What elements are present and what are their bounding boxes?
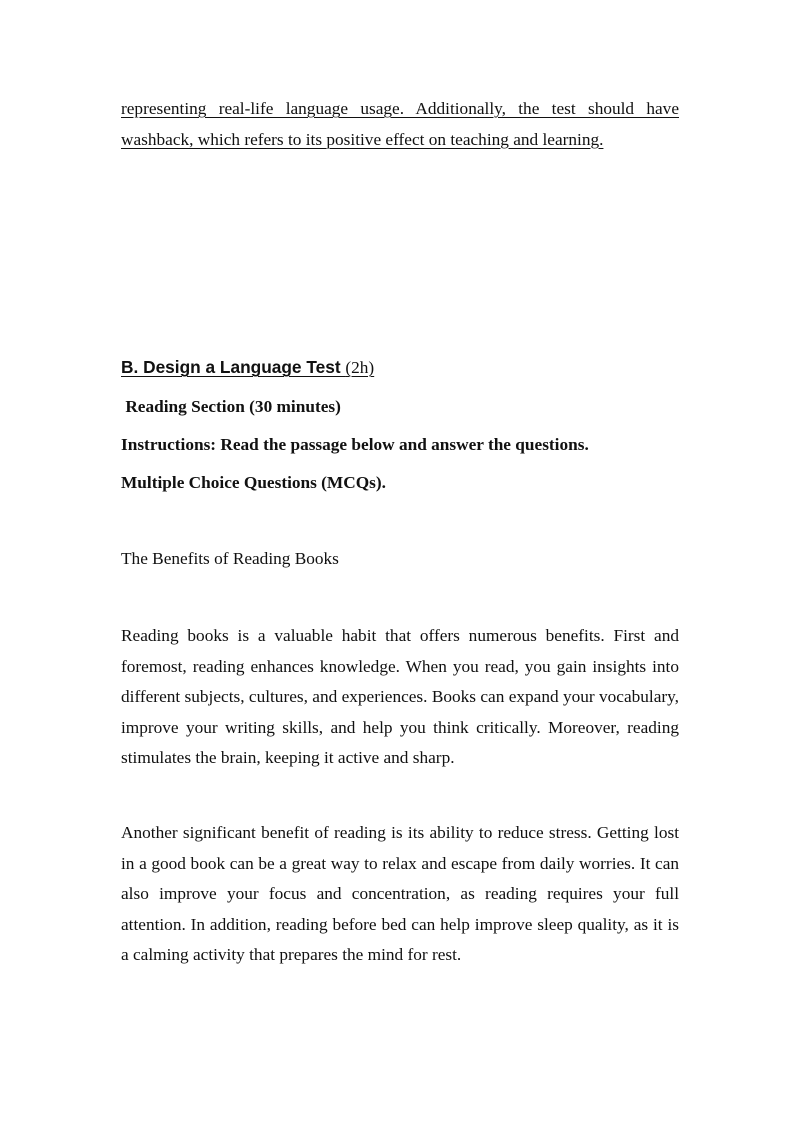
passage-paragraph-2: Another significant benefit of reading is its ability to reduce stress. Getting lost in a good book can be a great way to relax and escape from daily worries. It can also improve your focus and concentration, as reading requires your full attention. In addition, reading before bed can help improve sleep quality, as it is a calming activity that prepares the mind for rest.: [121, 823, 679, 964]
passage-paragraph-2-wrap: [121, 818, 679, 971]
reading-section-label-wrap: [121, 396, 679, 418]
section-heading-main: B. Design a Language Test: [121, 357, 346, 377]
instructions-text: Instructions: Read the passage below and answer the questions.: [121, 435, 589, 454]
instructions-wrap: [121, 434, 679, 456]
passage-title: The Benefits of Reading Books: [121, 549, 339, 568]
reading-section-label: Reading Section (30 minutes): [121, 397, 341, 416]
intro-line-1: representing real-life language usage. Additionally, the test should have: [121, 99, 679, 118]
passage-title-wrap: [121, 548, 679, 570]
intro-line-2: washback, which refers to its positive effect on teaching and learning.: [121, 129, 604, 149]
intro-continuation: [121, 94, 679, 155]
section-b-heading: [121, 356, 679, 379]
mcq-label: Multiple Choice Questions (MCQs).: [121, 473, 386, 492]
section-heading-time: (2h): [345, 358, 375, 377]
mcq-label-wrap: [121, 472, 679, 494]
passage-paragraph-1-wrap: [121, 621, 679, 774]
passage-paragraph-1: Reading books is a valuable habit that offers numerous benefits. First and foremost, reading enhances knowledge. When you read, you gain insights into different subjects, cultures, and experiences. Books can expand your vocabulary, improve your writing skills, and help you think critically. Moreover, reading stimulates the brain, keeping it active and sharp.: [121, 626, 679, 767]
